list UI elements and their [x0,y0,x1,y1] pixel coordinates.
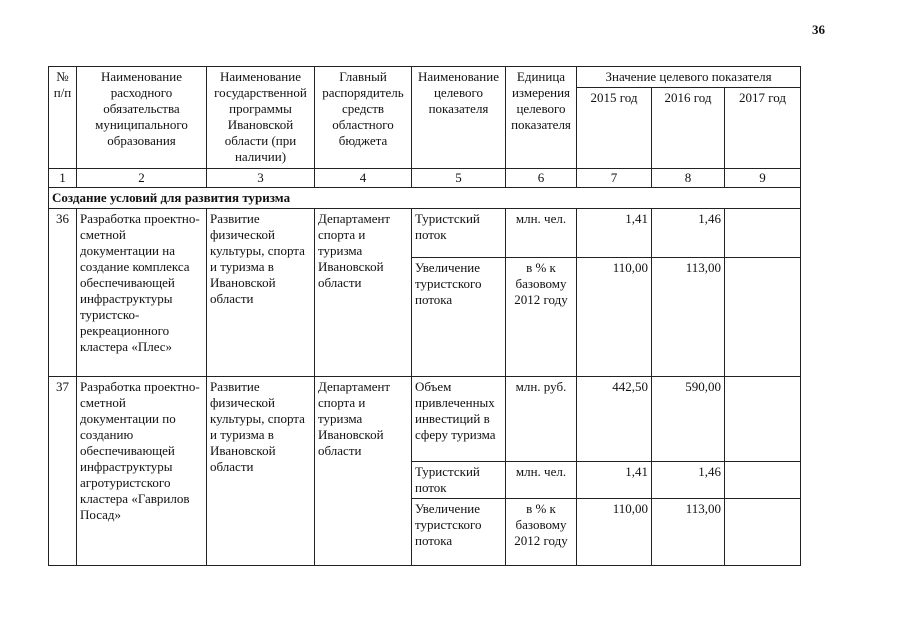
col-number: 2 [77,169,207,188]
value-2017-cell [725,499,801,566]
indicator-name-cell: Объем привлеченных инвестиций в сферу туризма [412,377,506,462]
col-number: 8 [652,169,725,188]
value-2016-cell: 1,46 [652,462,725,499]
value-2016-cell: 113,00 [652,499,725,566]
section-title: Создание условий для развития туризма [49,188,801,209]
indicator-name-cell: Туристский поток [412,462,506,499]
value-2015-cell: 1,41 [577,462,652,499]
indicator-name-cell: Увеличение туристского потока [412,258,506,377]
unit-cell: млн. руб. [506,377,577,462]
indicator-name-cell: Туристский поток [412,209,506,258]
value-2015-cell: 442,50 [577,377,652,462]
row-number: 36 [49,209,77,377]
col-number: 3 [207,169,315,188]
col-number: 9 [725,169,801,188]
expense-name-cell: Разработка проектно-сметной документации на создание комплекса обеспечивающей инфраструктуры туристско-рекреационного кластера «Плес» [77,209,207,377]
header-indicator-name: Наименование целевого показателя [412,67,506,169]
header-main-manager: Главный распорядитель средств областного бюджета [315,67,412,169]
unit-cell: в % к базовому 2012 году [506,258,577,377]
table-row [49,377,801,462]
unit-cell: млн. чел. [506,209,577,258]
header-expense-name: Наименование расходного обязательства муниципального образования [77,67,207,169]
header-unit: Единица измерения целевого показателя [506,67,577,169]
value-2017-cell [725,377,801,462]
program-cell: Развитие физической культуры, спорта и туризма в Ивановской области [207,377,315,566]
header-year-2017: 2017 год [725,88,801,169]
header-value-group: Значение целевого показателя [577,67,801,88]
header-year-2015: 2015 год [577,88,652,169]
indicator-name-cell: Увеличение туристского потока [412,499,506,566]
value-2015-cell: 1,41 [577,209,652,258]
value-2016-cell: 1,46 [652,209,725,258]
col-number: 5 [412,169,506,188]
value-2017-cell [725,462,801,499]
value-2015-cell: 110,00 [577,499,652,566]
row-number: 37 [49,377,77,566]
value-2017-cell [725,258,801,377]
section-row [49,188,801,209]
unit-cell: млн. чел. [506,462,577,499]
header-num: № п/п [49,67,77,169]
col-number: 1 [49,169,77,188]
manager-cell: Департамент спорта и туризма Ивановской области [315,377,412,566]
table-row [49,209,801,258]
program-cell: Развитие физической культуры, спорта и туризма в Ивановской области [207,209,315,377]
col-number: 7 [577,169,652,188]
header-row-1 [49,67,801,88]
unit-cell: в % к базовому 2012 году [506,499,577,566]
col-number: 4 [315,169,412,188]
header-year-2016: 2016 год [652,88,725,169]
header-state-program: Наименование государственной программы Ивановской области (при наличии) [207,67,315,169]
value-2016-cell: 113,00 [652,258,725,377]
manager-cell: Департамент спорта и туризма Ивановской области [315,209,412,377]
value-2015-cell: 110,00 [577,258,652,377]
col-number: 6 [506,169,577,188]
value-2016-cell: 590,00 [652,377,725,462]
expense-name-cell: Разработка проектно-сметной документации по созданию обеспечивающей инфраструктуры агротуристского кластера «Гаврилов Посад» [77,377,207,566]
value-2017-cell [725,209,801,258]
page-number: 36 [812,22,825,37]
column-numbers-row [49,169,801,188]
target-indicators-table [48,66,801,566]
